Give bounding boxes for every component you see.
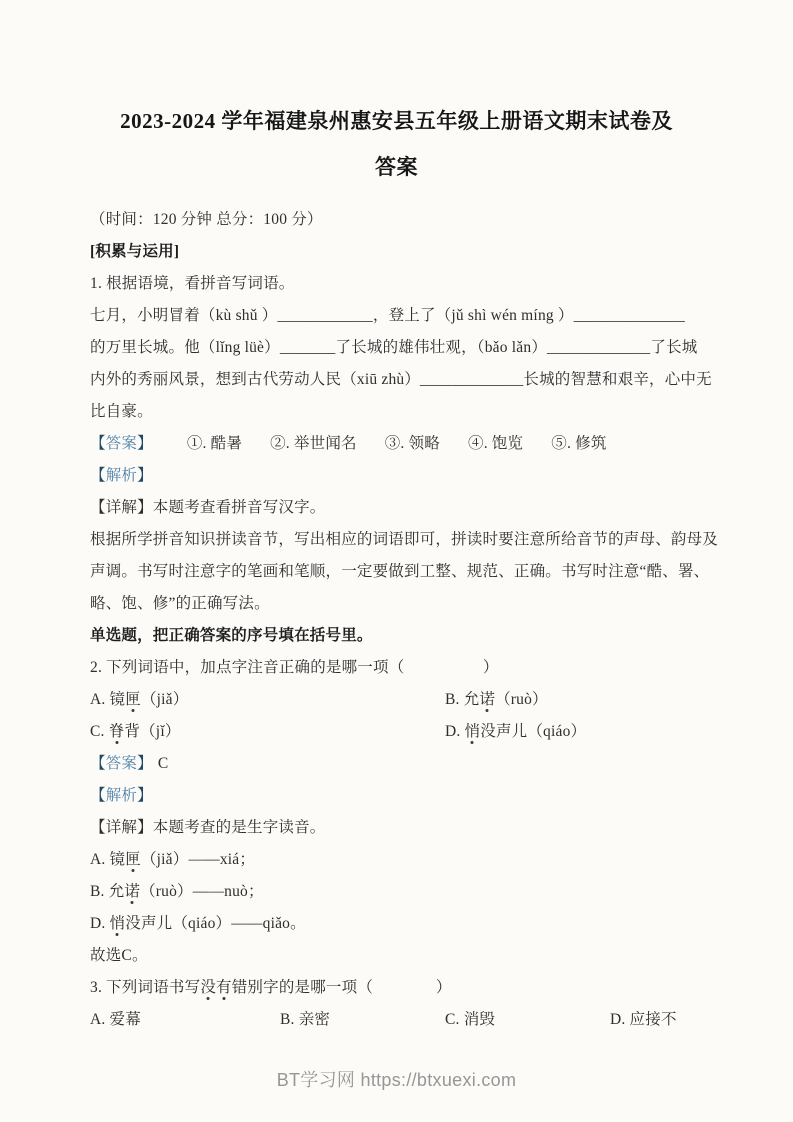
q3-option-a: A. 爱幕 (90, 1011, 141, 1028)
q3-stem: 3. 下列词语书写没有错别字的是哪一项（ ） (90, 979, 452, 996)
q1-text-line-1: 七月，小明冒着（kù shǔ ）____________，登上了（jǔ shì wén míng ）______________ (90, 307, 685, 324)
q3-option-b: B. 亲密 (280, 1011, 331, 1028)
q2-detail-intro: 【详解】本题考查的是生字读音。 (90, 819, 326, 836)
q1-detail-line-4: 略、饱、修”的正确写法。 (90, 595, 270, 612)
q1-detail-line-3: 声调。书写时注意字的笔画和笔顺，一定要做到工整、规范、正确。书写时注意“酷、署、 (90, 563, 710, 580)
q2-detail-a: A. 镜匣（jiǎ）——xiá； (90, 851, 256, 868)
jiexi-label: 【解析】 (90, 467, 153, 484)
q2-option-c: C. 脊背（jǐ） (90, 723, 181, 740)
q1-detail-line-2: 根据所学拼音知识拼读音节，写出相应的词语即可，拼读时要注意所给音节的声母、韵母及 (90, 531, 719, 548)
answer-label: 【答案】 (90, 755, 153, 772)
q1-detail-line-1: 【详解】本题考查看拼音写汉字。 (90, 499, 326, 516)
q1-stem: 1. 根据语境，看拼音写词语。 (90, 275, 295, 292)
jiexi-label: 【解析】 (90, 787, 153, 804)
q2-answer-row (90, 748, 703, 780)
q1-answer-row (90, 428, 703, 460)
q2-option-a: A. 镜匣（jiǎ） (90, 691, 189, 708)
mcq-section-heading: 单选题，把正确答案的序号填在括号里。 (90, 627, 373, 644)
q2-jiexi-row (90, 780, 703, 812)
watermark-footer (0, 1066, 793, 1092)
q2-answer-value: C (157, 755, 169, 772)
title-line-2: 答案 (375, 155, 418, 179)
q3-option-c: C. 消毁 (445, 1011, 496, 1028)
q1-text-line-2: 的万里长城。他（lǐng lüè）_______了长城的雄伟壮观，（bǎo lǎn）_____________了长城 (90, 339, 698, 356)
answer-label: 【答案】 (90, 435, 153, 452)
q2-options-row-1 (90, 684, 703, 716)
section-heading: [积累与运用] (90, 243, 180, 260)
q1-jiexi-row (90, 460, 703, 492)
q2-detail-b: B. 允诺（ruò）——nuò； (90, 883, 264, 900)
q1-text-line-3: 内外的秀丽风景，想到古代劳动人民（xiū zhù）_____________长城的智慧和艰辛，心中无 (90, 371, 712, 388)
q2-options-row-2 (90, 716, 703, 748)
title-line-1: 2023-2024 学年福建泉州惠安县五年级上册语文期末试卷及 (120, 109, 673, 133)
q2-conclusion: 故选C。 (90, 947, 148, 964)
q2-option-d: D. 悄没声儿（qiáo） (445, 723, 587, 740)
q3-options-row (90, 1004, 703, 1036)
exam-time-score: （时间：120 分钟 总分：100 分） (90, 211, 323, 228)
page-title (90, 98, 703, 190)
watermark-text: BT学习网 https://btxuexi.com (276, 1070, 517, 1090)
q1-answer-items: ①. 酷暑 ②. 举世闻名 ③. 领略 ④. 饱览 ⑤. 修筑 (186, 435, 607, 452)
q1-text-line-4: 比自豪。 (90, 403, 153, 420)
q3-option-d: D. 应接不 (610, 1011, 677, 1028)
q2-option-b: B. 允诺（ruò） (445, 691, 548, 708)
q2-detail-d: D. 悄没声儿（qiáo）——qiǎo。 (90, 915, 306, 932)
q2-stem: 2. 下列词语中，加点字注音正确的是哪一项（ ） (90, 659, 499, 676)
